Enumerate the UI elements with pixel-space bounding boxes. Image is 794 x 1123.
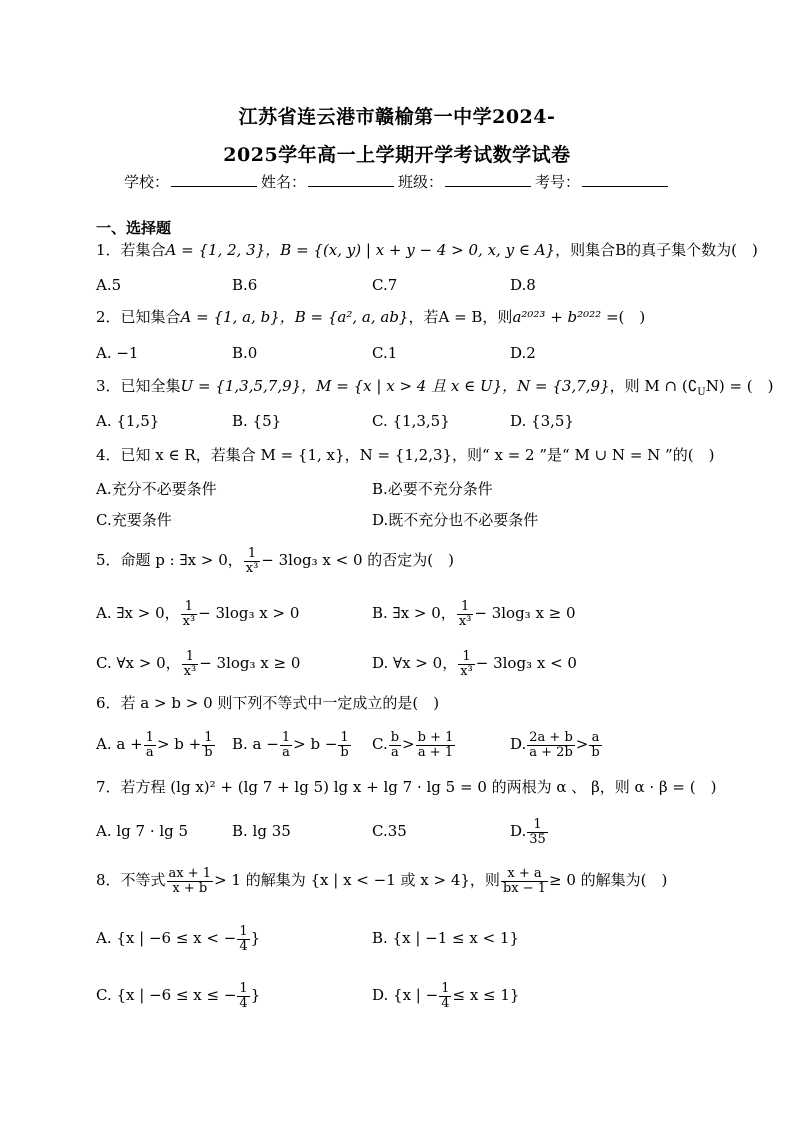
q6c-frac2: [416, 731, 456, 760]
q5-fraction-den: x³: [245, 560, 259, 576]
q5d-fraction: [458, 650, 475, 679]
q5c-pre: C. ∀x > 0，: [96, 654, 181, 672]
q8-num2: x + a: [501, 867, 548, 882]
q1-option-b[interactable]: B.6: [232, 276, 258, 294]
q7d-den: 35: [529, 831, 546, 847]
number-blank[interactable]: [582, 172, 668, 187]
q8-text: 8．不等式: [96, 871, 166, 889]
q5a-pre: A. ∃x > 0，: [96, 604, 180, 622]
q5d-den: x³: [460, 663, 473, 679]
q6b-d1: a: [282, 744, 290, 760]
q8c-den: 4: [239, 995, 248, 1011]
q6-option-d[interactable]: [510, 726, 603, 762]
q5-option-c[interactable]: [96, 645, 300, 681]
q3-subscript: U: [697, 387, 706, 398]
question-5-stem: [96, 542, 454, 578]
q8-fraction-1: [167, 867, 214, 896]
q1-text-end: ，则集合B的真子集个数为( ): [555, 241, 758, 259]
q8d-pre: D. {x | −: [372, 986, 439, 1004]
q3-text-end: N) = ( ): [705, 377, 774, 395]
q4-option-a[interactable]: A.充分不必要条件: [96, 480, 217, 498]
question-7-stem: 7．若方程 (lg x)² + (lg 7 + lg 5) lg x + lg 7 · lg 5 = 0 的两根为 α 、 β，则 α · β = ( ): [96, 778, 717, 796]
q2-text-mid: ，若A = B，则: [408, 308, 513, 326]
q1-text: 1．若集合: [96, 241, 166, 259]
q7d-num: 1: [527, 818, 548, 833]
q3-text: 3．已知全集: [96, 377, 181, 395]
q6c-n1: b: [390, 729, 400, 745]
q5-fraction-num: 1: [244, 547, 261, 562]
q5a-post: − 3log₃ x > 0: [198, 604, 300, 622]
q6a-d2: b: [204, 744, 213, 760]
q6a-frac2: [202, 731, 214, 760]
number-label: 考号：: [535, 173, 581, 191]
q6c-mid: >: [402, 735, 415, 753]
q6d-n1: 2a + b: [529, 729, 573, 745]
school-label: 学校：: [124, 173, 170, 191]
q8-option-b[interactable]: B. {x | −1 ≤ x < 1}: [372, 929, 520, 947]
q6b-n2: 1: [338, 731, 350, 746]
q5b-den: x³: [458, 613, 472, 629]
q8a-num: 1: [239, 923, 248, 939]
question-6-stem: 6．若 a > b > 0 则下列不等式中一定成立的是( ): [96, 694, 440, 712]
q5a-fraction: [181, 600, 198, 629]
q6d-mid: >: [575, 735, 589, 753]
q6c-n2: b + 1: [417, 729, 454, 745]
q5-option-b[interactable]: [372, 595, 576, 631]
q8c-pre: C. {x | −6 ≤ x ≤ −: [96, 986, 237, 1004]
q5b-pre: B. ∃x > 0，: [372, 604, 456, 622]
q8-option-c[interactable]: [96, 977, 260, 1013]
q5-text-end: − 3log₃ x < 0 的否定为( ): [261, 551, 454, 569]
q3-math: U = {1,3,5,7,9}，M = {x | x > 4 且 x ∈ U}，N = {3,7,9}: [180, 377, 610, 395]
q5d-num: 1: [458, 650, 475, 665]
q8-option-a[interactable]: [96, 920, 260, 956]
q4-option-b[interactable]: B.必要不充分条件: [372, 480, 493, 498]
q6d-frac2: [589, 731, 601, 760]
q6b-frac2: [338, 731, 350, 760]
exam-title-line-1: 江苏省连云港市赣榆第一中学2024-: [238, 106, 556, 128]
q8a-fraction: [237, 925, 249, 954]
q5d-pre: D. ∀x > 0，: [372, 654, 458, 672]
q5-fraction: [244, 547, 261, 576]
q2-option-d[interactable]: D.2: [510, 344, 536, 362]
q6b-frac1: [280, 731, 292, 760]
q8a-den: 4: [239, 938, 248, 954]
q6a-mid: > b +: [156, 735, 202, 753]
q5b-num: 1: [457, 600, 474, 615]
q6c-d1: a: [391, 744, 399, 760]
q5a-den: x³: [182, 613, 196, 629]
q6-option-b[interactable]: [232, 726, 352, 762]
q6c-d2: a + 1: [417, 744, 454, 760]
q6d-d2: b: [591, 744, 600, 760]
question-2-stem: [96, 307, 645, 327]
question-4-stem: 4．已知 x ∈ R，若集合 M = {1, x}，N = {1,2,3}，则“ x = 2 ”是“ M ∪ N = N ”的( ): [96, 446, 715, 464]
q6a-frac1: [144, 731, 156, 760]
q8d-num: 1: [441, 980, 450, 996]
q2-math: A = {1, a, b}，B = {a², a, ab}: [180, 308, 409, 326]
q7-option-a[interactable]: A. lg 7 · lg 5: [96, 822, 189, 840]
q7-option-d[interactable]: [510, 813, 549, 849]
q6c-frac1: [389, 731, 401, 760]
q7d-pre: D.: [510, 822, 527, 840]
q2-option-a[interactable]: A. −1: [96, 344, 139, 362]
q2-option-c[interactable]: C.1: [372, 344, 398, 362]
q6-option-a[interactable]: [96, 726, 216, 762]
q7-option-b[interactable]: B. lg 35: [232, 822, 291, 840]
q5d-post: − 3log₃ x < 0: [475, 654, 577, 672]
q8-text-mid: > 1 的解集为 {x | x < −1 或 x > 4}，则: [214, 871, 500, 889]
q7d-fraction: [527, 818, 548, 847]
q6d-n2: a: [589, 731, 601, 746]
q8d-den: 4: [441, 995, 450, 1011]
question-1-stem: [96, 240, 758, 260]
q2-option-b[interactable]: B.0: [232, 344, 258, 362]
q5-option-d[interactable]: [372, 645, 577, 681]
q5-option-a[interactable]: [96, 595, 299, 631]
class-blank[interactable]: [445, 172, 531, 187]
section-heading: 一、选择题: [96, 219, 172, 237]
q8d-fraction: [439, 982, 451, 1011]
q6d-d1: a + 2b: [529, 744, 573, 760]
q8c-num: 1: [239, 980, 248, 996]
q8-den2: bx − 1: [502, 880, 547, 896]
q6a-d1: a: [145, 744, 154, 760]
student-info-row: [124, 171, 672, 192]
q1-option-d[interactable]: D.8: [510, 276, 536, 294]
question-8-stem: [96, 862, 667, 898]
q8a-pre: A. {x | −6 ≤ x < −: [96, 929, 237, 947]
q1-math: A = {1, 2, 3}，B = {(x, y) | x + y − 4 > 0, x, y ∈ A}: [165, 241, 556, 259]
name-blank[interactable]: [308, 172, 394, 187]
q7-option-c[interactable]: C.35: [372, 822, 407, 840]
q6a-n1: 1: [145, 729, 154, 745]
exam-title-line-2: 2025学年高一上学期开学考试数学试卷: [223, 144, 571, 166]
school-blank[interactable]: [171, 172, 257, 187]
q8-text-end: ≥ 0 的解集为( ): [549, 871, 668, 889]
q4-option-d[interactable]: D.既不充分也不必要条件: [372, 511, 539, 529]
q2-text: 2．已知集合: [96, 308, 181, 326]
q6a-pre: A. a +: [96, 735, 143, 753]
q3-option-d[interactable]: D. {3,5}: [510, 412, 574, 430]
q1-option-c[interactable]: C.7: [372, 276, 398, 294]
q6c-pre: C.: [372, 735, 388, 753]
q8-num1: ax + 1: [168, 865, 212, 881]
q5c-num: 1: [182, 650, 199, 665]
q6b-n1: 1: [281, 729, 291, 745]
name-label: 姓名：: [261, 173, 307, 191]
q5c-post: − 3log₃ x ≥ 0: [199, 654, 301, 672]
question-3-stem: [96, 376, 774, 403]
q3-option-b[interactable]: B. {5}: [232, 412, 282, 430]
q1-option-a[interactable]: A.5: [96, 276, 122, 294]
q6d-frac1: [527, 731, 575, 760]
q5b-fraction: [457, 600, 474, 629]
q8a-post: }: [250, 929, 261, 947]
q8-den1: x + b: [172, 880, 208, 896]
q8c-fraction: [237, 982, 249, 1011]
q8d-post: ≤ x ≤ 1}: [452, 986, 520, 1004]
q8-fraction-2: [501, 867, 548, 896]
q3-option-a[interactable]: A. {1,5}: [96, 412, 160, 430]
class-label: 班级：: [398, 173, 444, 191]
q6b-mid: > b −: [293, 735, 338, 753]
q5a-num: 1: [181, 600, 198, 615]
q6a-n2: 1: [202, 731, 214, 746]
q6-option-c[interactable]: [372, 726, 456, 762]
q5c-fraction: [182, 650, 199, 679]
q5b-post: − 3log₃ x ≥ 0: [474, 604, 576, 622]
q6d-pre: D.: [510, 735, 527, 753]
q4-option-c[interactable]: C.充要条件: [96, 511, 172, 529]
q3-option-c[interactable]: C. {1,3,5}: [372, 412, 450, 430]
q2-math-2: a²⁰²³ + b²⁰²² =: [512, 308, 619, 326]
q6b-d2: b: [340, 744, 349, 760]
q2-text-end: ( ): [618, 308, 646, 326]
q5c-den: x³: [183, 663, 197, 679]
q8-option-d[interactable]: [372, 977, 519, 1013]
q5-text: 5．命题 p : ∃x > 0，: [96, 551, 243, 569]
q6b-pre: B. a −: [232, 735, 279, 753]
q3-text-mid: ，则 M ∩ (∁: [609, 377, 698, 395]
q8c-post: }: [250, 986, 261, 1004]
